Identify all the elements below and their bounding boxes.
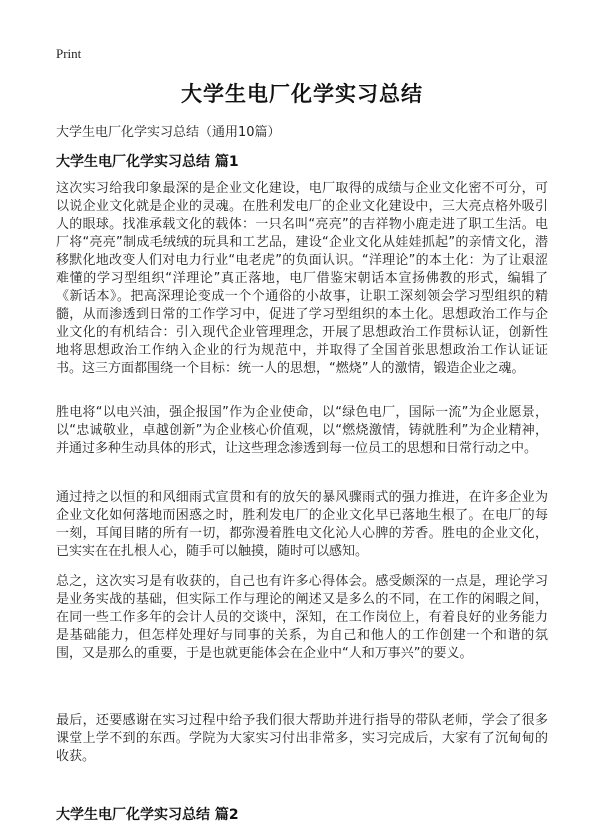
paragraph: 最后，还要感谢在实习过程中给予我们很大帮助并进行指导的带队老师，学会了很多课堂上学不到的东西。学院为大家实习付出非常多，实习完成后，大家有了沉甸甸的收获。 bbox=[56, 713, 548, 764]
page-title: 大学生电厂化学实习总结 bbox=[181, 82, 423, 106]
document-subtitle: 大学生电厂化学实习总结（通用10篇） bbox=[56, 125, 281, 140]
section-heading-1: 大学生电厂化学实习总结 篇1 bbox=[56, 154, 239, 170]
section-heading-2: 大学生电厂化学实习总结 篇2 bbox=[56, 807, 239, 823]
paragraph: 通过持之以恒的和风细雨式宣贯和有的放矢的暴风骤雨式的强力推进，在许多企业为企业文化如何落地而困惑之时，胜利发电厂的企业文化早已落地生根了。在电厂的每一刻，耳闻目睹的所有一切，都弥漫着胜电文化沁人心脾的芳香。胜电的企业文化，已实实在在扎根人心，随手可以触摸，随时可以感知。 bbox=[56, 490, 548, 559]
print-link[interactable]: Print bbox=[56, 46, 82, 61]
paragraph: 这次实习给我印象最深的是企业文化建设，电厂取得的成绩与企业文化密不可分，可以说企业文化就是企业的灵魂。在胜利发电厂的企业文化建设中，三大亮点格外吸引人的眼球。找准承载文化的载体：一只名叫“亮亮”的吉祥物小鹿走进了职工生活。电厂将“亮亮”制成毛绒绒的玩具和工艺品，建设“企业文化从娃娃抓起”的亲情文化，潜移默化地改变人们对电力行业“电老虎”的负面认识。“洋理论”的本土化：为了让艰涩难懂的学习型组织“洋理论”真正落地，电厂借鉴宋朝话本宣扬佛教的形式，编辑了《新话本》。把高深理论变成一个个通俗的小故事，让职工深刻领会学习型组织的精髓，从而渗透到日常的工作学习中，促进了学习型组织的本土化。思想政治工作与企业文化的有机结合：引入现代企业管理理念，开展了思想政治工作贯标认证，创新性地将思想政治工作纳入企业的行为规范中，并取得了全国首张思想政治工作认证证书。这三方面都围绕一个目标：统一人的思想，“燃烧”人的激情，锻造企业之魂。 bbox=[56, 181, 548, 376]
paragraph: 胜电将“以电兴油，强企报国”作为企业使命，以“绿色电厂，国际一流”为企业愿景，以“忠诚敬业，卓越创新”为企业核心价值观，以“燃烧激情，铸就胜利”为企业精神，并通过多种生动具体的形式，让这些理念渗透到每一位员工的思想和日常行动之中。 bbox=[56, 405, 548, 456]
paragraph: 总之，这次实习是有收获的，自己也有许多心得体会。感受颇深的一点是，理论学习是业务实战的基础，但实际工作与理论的阐述又是多么的不同，在工作的闲暇之间，在同一些工作多年的会计人员的交谈中，深知，在工作岗位上，有着良好的业务能力是基础能力，但怎样处理好与同事的关系，为自己和他人的工作创建一个和谐的氛围，又是那么的重要，于是也就更能体会在企业中“人和万事兴”的要义。 bbox=[56, 574, 548, 661]
